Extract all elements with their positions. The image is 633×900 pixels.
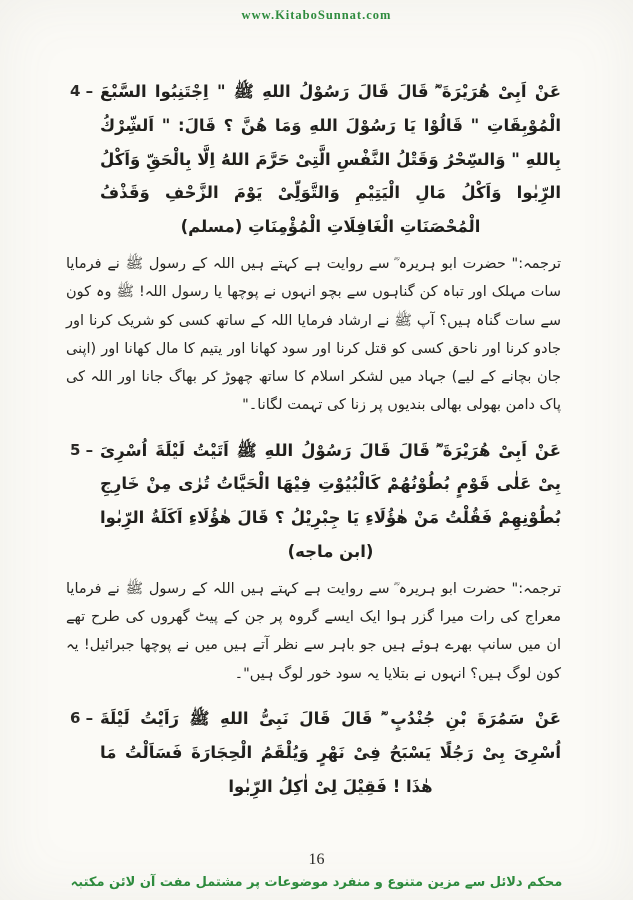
hadith-number-4: 4 – (70, 82, 94, 100)
hadith-number-6: 6 – (70, 708, 94, 727)
hadith-urdu-translation-4: ترجمہ:" حضرت ابو ہریرہ ؓ سے روایت ہے کہتے ہیں اللہ کے رسول ﷺ نے فرمایا سات مہلک اور تباہ کن گناہوں سے بچو انہوں نے پوچھا یا رسول اللہ! ﷺ وہ کون سے سات گناہ ہیں؟ آپ ﷺ نے ارشاد فرمایا اللہ کے ساتھ کسی کو شریک کرنا اور جادو کرنا اور ناحق کسی کو قتل کرنا اور سود کھانا اور یتیم کا مال کھانا اور (اپنی جان بچانے کے لیے) جہاد میں لشکر اسلام کا ساتھ چھوڑ کر بھاگ جانا اور اللہ کی پاک دامن بھولی بھالی بندیوں پر زنا کی تہمت لگانا۔" (66, 256, 561, 414)
hadith-item-4 (66, 75, 561, 420)
hadith-number-5: 5 – (70, 440, 94, 459)
hadith-arabic-text-5: عَنْ اَبِىْ هُرَيْرَةَ ؓ قَالَ قَالَ رَسُوْلُ اللهِ ﷺ اَتَيْتُ لَيْلَةَ اُسْرِىَ بِىْ عَلٰى قَوْمٍ بُطُوْنُهُمْ كَالْبُيُوْتِ فِيْهَا الْحَيَّاتُ تُرٰى مِنْ خَارِجِ بُطُوْنِهِمْ فَقُلْتُ مَنْ هٰؤُلَاءِ يَا جِبْرِيْلُ ؟ قَالَ هٰؤُلَاءِ اَكَلَةُ الرِّبٰوا (ابن ماجه) (100, 440, 561, 562)
hadith-item-6 (66, 702, 561, 803)
footer-text: محکم دلائل سے مزین متنوع و منفرد موضوعات پر مشتمل مفت آن لائن مکتبہ (70, 875, 563, 890)
hadith-arabic-text-4: عَنْ اَبِىْ هُرَيْرَةَ ؓ قَالَ قَالَ رَسُوْلُ اللهِ ﷺ " اِجْتَنِبُوا السَّبْعَ الْمُوْبِقَاتِ " قَالُوْا يَا رَسُوْلَ اللهِ وَمَا هُنَّ ؟ قَالَ: " اَلشِّرْكُ بِاللهِ " وَالسِّحْرُ وَقَتْلُ النَّفْسِ الَّتِىْ حَرَّمَ اللهُ اِلَّا بِالْحَقِّ وَاَكْلُ الرِّبٰوا وَاَكْلُ مَالِ الْيَتِيْمِ وَالتَّوَلِّىْ يَوْمَ الزَّحْفِ وَقَذْفُ الْمُحْصَنَاتِ الْغَافِلَاتِ الْمُؤْمِنَاتِ (مسلم) (100, 82, 561, 237)
page-number: 16 (308, 851, 325, 868)
hadith-arabic-text-6: عَنْ سَمُرَةَ بْنِ جُنْدُبٍ ؓ قَالَ قَالَ نَبِىُّ اللهِ ﷺ رَاَيْتُ لَيْلَةَ اُسْرِىَ بِىْ رَجُلًا يَسْبَحُ فِىْ نَهْرٍ وَيُلْقَمُ الْحِجَارَةَ فَسَاَلْتُ مَا هٰذَا ! فَقِيْلَ لِىْ اٰكِلُ الرِّبٰوا (100, 708, 561, 796)
page-content (0, 23, 633, 847)
hadith-item-5 (66, 434, 561, 688)
website-url[interactable]: www.KitaboSunnat.com (241, 8, 392, 22)
hadith-urdu-translation-5: ترجمہ:" حضرت ابو ہریرہ ؓ سے روایت ہے کہتے ہیں اللہ کے رسول ﷺ نے فرمایا معراج کی رات میرا گزر ہوا ایک ایسے گروہ پر جن کے پیٹ گھروں کی طرح تھے ان میں سانپ بھرے ہوئے ہیں جو باہر سے نظر آتے ہیں میں نے پوچھا جبرائیل! یہ کون لوگ ہیں؟ انہوں نے بتلایا یہ سود خور لوگ ہیں"۔ (66, 580, 561, 682)
